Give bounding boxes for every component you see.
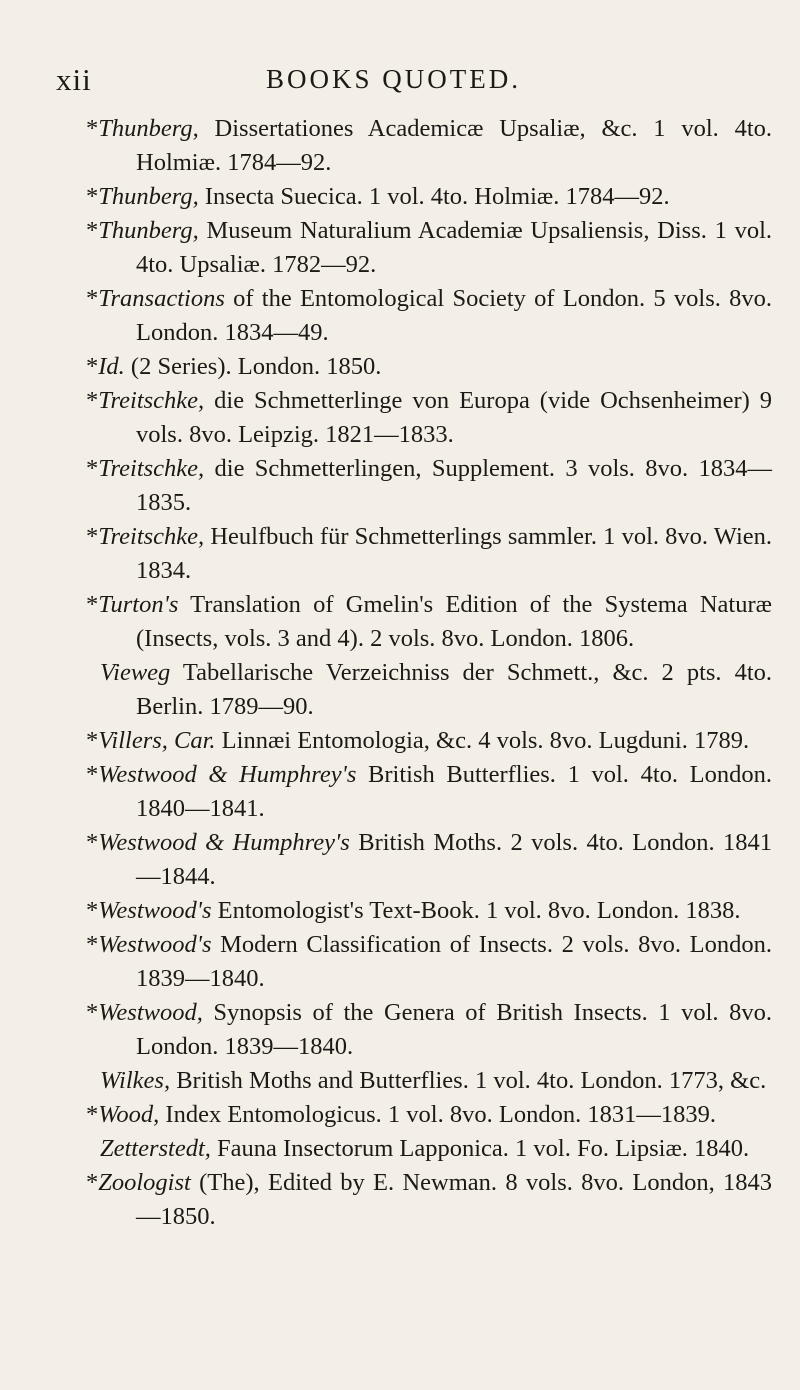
bibliography-entry: [86, 1064, 772, 1098]
entry-marker: *: [86, 285, 99, 312]
entry-marker: *: [86, 217, 99, 244]
bibliography-entry: [86, 180, 772, 214]
bibliography-entry: [86, 724, 772, 758]
entry-author: Zoologist: [98, 1169, 191, 1196]
running-head-title: BOOKS QUOTED.: [266, 64, 521, 94]
entry-author: Westwood,: [98, 999, 203, 1026]
bibliography-entry: [86, 520, 772, 588]
entry-marker: *: [86, 999, 99, 1026]
bibliography-entry: [86, 282, 772, 350]
entry-author: Westwood & Humphrey's: [98, 829, 350, 856]
entry-author: Thunberg,: [98, 217, 199, 244]
entry-text: die Schmetterlinge von Europa (vide Ochsenheimer) 9 vols. 8vo. Leipzig. 1821—1833.: [136, 387, 772, 448]
entry-text: Heulfbuch für Schmetterlings sammler. 1 vol. 8vo. Wien. 1834.: [136, 523, 772, 584]
entry-text: Translation of Gmelin's Edition of the Systema Naturæ (Insects, vols. 3 and 4). 2 vols. 8vo. London. 1806.: [136, 591, 772, 652]
bibliography-entry: [86, 112, 772, 180]
bibliography-entry: [86, 1132, 772, 1166]
entry-marker: *: [86, 897, 99, 924]
bibliography-entry: [86, 826, 772, 894]
entry-author: Westwood's: [98, 897, 212, 924]
bibliography-entry: [86, 1166, 772, 1234]
bibliography-entry: [86, 384, 772, 452]
entry-text: British Moths and Butterflies. 1 vol. 4to. London. 1773, &c.: [170, 1067, 767, 1094]
entry-text: Insecta Suecica. 1 vol. 4to. Holmiæ. 1784—92.: [198, 183, 670, 210]
bibliography-entry: [86, 758, 772, 826]
entry-author: Zetterstedt,: [100, 1135, 211, 1162]
bibliography-entry: [86, 1098, 772, 1132]
entry-marker: *: [86, 183, 99, 210]
entry-author: Wood,: [98, 1101, 160, 1128]
entry-author: Transactions: [98, 285, 225, 312]
entry-text: (2 Series). London. 1850.: [124, 353, 382, 380]
entry-author: Id.: [98, 353, 125, 380]
entry-author: Wilkes,: [100, 1067, 171, 1094]
entry-text: Modern Classification of Insects. 2 vols. 8vo. London. 1839—1840.: [136, 931, 772, 992]
entry-marker: *: [86, 727, 99, 754]
bibliography-entry: [86, 928, 772, 996]
entry-text: Index Entomologicus. 1 vol. 8vo. London. 1831—1839.: [159, 1101, 716, 1128]
bibliography-entry: [86, 656, 772, 724]
bibliography-entry: [86, 588, 772, 656]
entry-text: British Moths. 2 vols. 4to. London. 1841—1844.: [136, 829, 772, 890]
bibliography-entry: [86, 894, 772, 928]
entry-marker: *: [86, 761, 99, 788]
entry-text: Dissertationes Academicæ Upsaliæ, &c. 1 vol. 4to. Holmiæ. 1784—92.: [136, 115, 772, 176]
entry-text: Entomologist's Text-Book. 1 vol. 8vo. London. 1838.: [211, 897, 741, 924]
entry-text: Synopsis of the Genera of British Insects. 1 vol. 8vo. London. 1839—1840.: [136, 999, 772, 1060]
entry-author: Treitschke,: [98, 387, 205, 414]
entry-text: Museum Naturalium Academiæ Upsaliensis, Diss. 1 vol. 4to. Upsaliæ. 1782—92.: [136, 217, 772, 278]
entry-marker: *: [86, 1169, 99, 1196]
entry-text: die Schmetterlingen, Supplement. 3 vols. 8vo. 1834—1835.: [136, 455, 772, 516]
entry-marker: *: [86, 591, 99, 618]
bibliography-list: [86, 112, 772, 1234]
entry-author: Thunberg,: [98, 183, 199, 210]
entry-marker: *: [86, 829, 99, 856]
entry-text: Linnæi Entomologia, &c. 4 vols. 8vo. Lugduni. 1789.: [215, 727, 750, 754]
entry-text: Tabellarische Verzeichniss der Schmett., &c. 2 pts. 4to. Berlin. 1789—90.: [136, 659, 772, 720]
entry-author: Villers, Car.: [98, 727, 216, 754]
entry-author: Turton's: [98, 591, 179, 618]
entry-author: Westwood's: [98, 931, 212, 958]
page-number: xii: [56, 62, 92, 97]
bibliography-entry: [86, 350, 772, 384]
bibliography-entry: [86, 996, 772, 1064]
entry-text: (The), Edited by E. Newman. 8 vols. 8vo. London, 1843—1850.: [136, 1169, 772, 1230]
entry-author: Vieweg: [100, 659, 171, 686]
entry-marker: *: [86, 387, 99, 414]
entry-marker: *: [86, 115, 99, 142]
entry-text: Fauna Insectorum Lapponica. 1 vol. Fo. Lipsiæ. 1840.: [210, 1135, 750, 1162]
entry-marker: *: [86, 353, 99, 380]
entry-author: Treitschke,: [98, 523, 205, 550]
entry-author: Westwood & Humphrey's: [98, 761, 357, 788]
entry-marker: *: [86, 523, 99, 550]
entry-marker: *: [86, 1101, 99, 1128]
entry-marker: *: [86, 455, 99, 482]
bibliography-entry: [86, 214, 772, 282]
entry-author: Thunberg,: [98, 115, 199, 142]
entry-author: Treitschke,: [98, 455, 205, 482]
page-header: [46, 62, 754, 96]
entry-text: British Butterflies. 1 vol. 4to. London. 1840—1841.: [136, 761, 772, 822]
entry-marker: *: [86, 931, 99, 958]
entry-text: of the Entomological Society of London. 5 vols. 8vo. London. 1834—49.: [136, 285, 772, 346]
bibliography-entry: [86, 452, 772, 520]
